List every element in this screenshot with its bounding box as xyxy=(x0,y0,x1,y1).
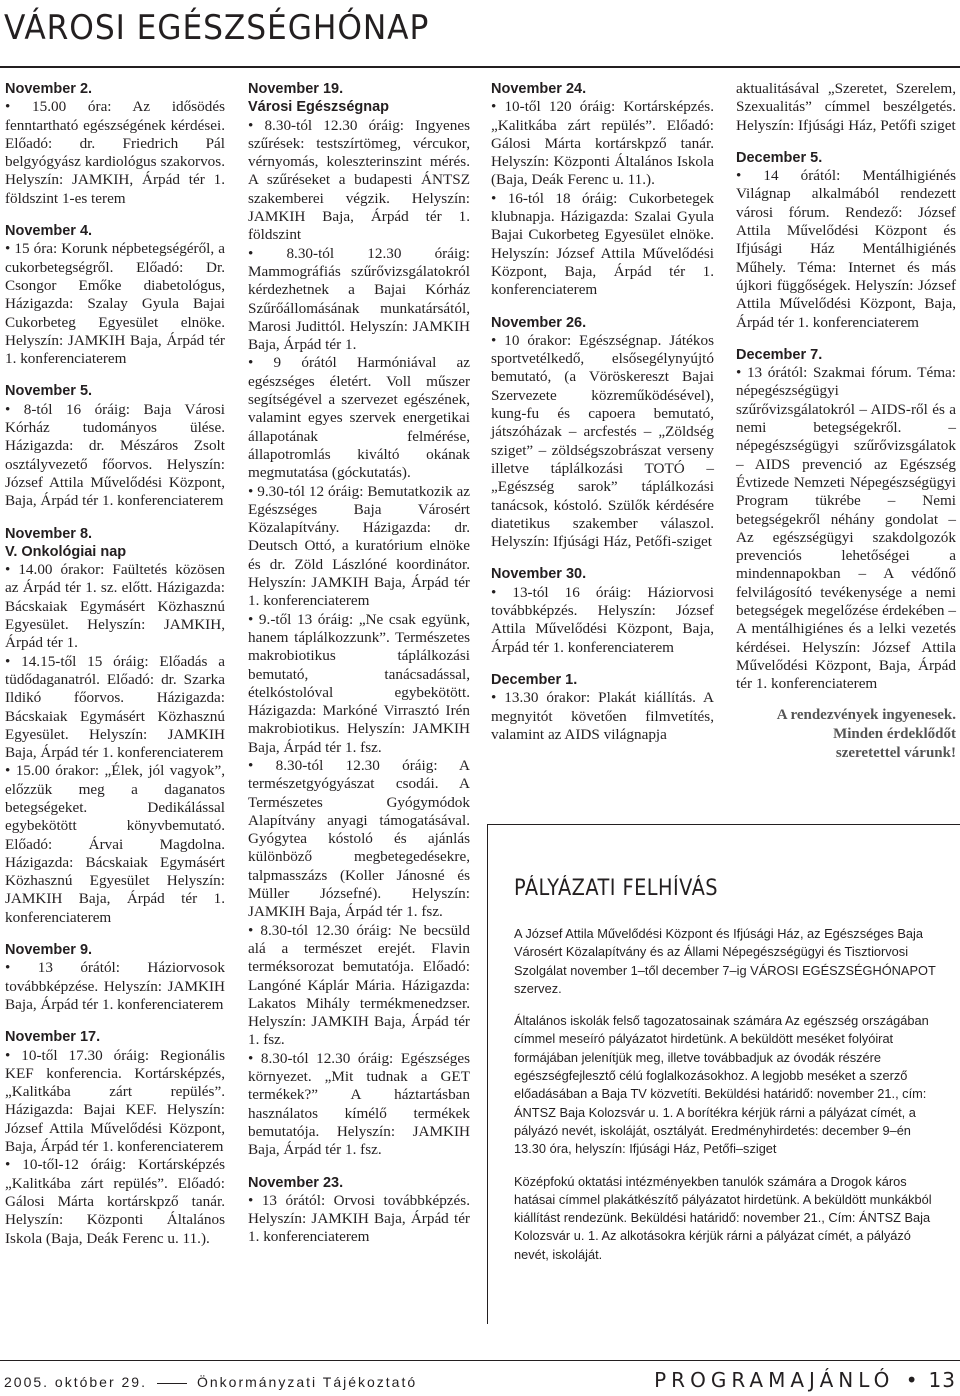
program-item: • 13 órától: Orvosi továbbképzés. Helyszín: JAMKIH Baja, Árpád tér 1. konferenciaterem xyxy=(248,1191,470,1246)
competition-paragraph: Középfokú oktatási intézményekben tanulók számára a Drogok káros hatásai címmel plakátkészítő pályázatot hirdetünk. A beküldött munkákból kiállítást rendezünk. Beküldési határidő: november 21., Cím: ÁNTSZ Baja Kolozsvár u. 1. Az alkotásokra kérjük rárni a pályázat címét, a pályázó nevét, iskoláját. xyxy=(514,1173,932,1262)
spacer xyxy=(736,332,956,346)
program-item: • 9.30-tól 12 óráig: Bemutatkozik az Egészséges Baja Városért Közalapítvány. Házigazda: dr. Deutsch Ottó, a kuratórium elnöke és dr. Zöld Lászlóné koordinátor. Helyszín: JAMKIH Baja, Árpád tér 1. konferenciaterem xyxy=(248,482,470,610)
footer-info xyxy=(4,1374,417,1390)
program-item: • 10-től-12 óráig: Kortársképzés „Kalitkába zárt repülés”. Előadó: Gálosi Márta kortárskpző tanár. Helyszín: Központi Általános Iskola (Baja, Deák Ferenc u. 11.). xyxy=(5,1156,225,1247)
spacer xyxy=(491,657,714,671)
title-rule xyxy=(0,66,960,68)
date-heading: November 17. xyxy=(5,1029,101,1046)
program-item: • 15.00 óra: Az idősödés fenntartható egészségének kérdései. Előadó: dr. Friedrich Pál belgyógyász kardiológus szakorvos. Helyszín: JAMKIH, Árpád tér 1. földszint 1-es terem xyxy=(5,98,225,207)
program-item: • 8.30-tól 12.30 óráig: Ne becsüld alá a természet erejét. Flavin terméksorozat bemutatója. Előadó: Langóné Káplár Mária. Házigazda: Lakatos Mihály termékmenedzser. Helyszín: JAMKIH Baja, Árpád tér 1. fsz. xyxy=(248,921,470,1049)
page-number: 13 xyxy=(928,1368,956,1392)
program-item: • 13 órától: Szakmai fórum. Téma: népegészségügyi szűrővizsgálatokról – AIDS-ről és a nemi betegségekről. – népegészségügyi szűrővizsgálatok – AIDS prevenció az Egészség Évtizede Nemzeti Népegészségügyi Program tükrébe – Nemi betegségekről néhány gondolat – Az egészségügyi szakdolgozók prevenciós lehetőségei a mindennapokban – A védőnő felvilágosító tevékenysége a nemi betegségek megelőzése érdekében – A mentálhigiénes és a lelki vezetés kérdései. Helyszín: József Attila Művelődési Központ, Baja, Árpád tér 1. konferenciaterem xyxy=(736,364,956,693)
date-heading: November 30. xyxy=(491,566,587,583)
competition-title: PÁLYÁZATI FELHÍVÁS xyxy=(514,876,719,901)
spacer xyxy=(5,208,225,222)
date-heading: V. Onkológiai nap xyxy=(5,543,127,560)
spacer xyxy=(491,551,714,565)
program-item: • 8.30-tól 12.30 óráig: A természetgyógyászat csodái. A Természetes Gyógymódok Alapítvány anyagi támogatásával. Gyógytea kóstoló és ajánlás különböző megbetegedésekre, talpmasszázs (Koller Jánosné és Müller Józsefné). Helyszín: JAMKIH Baja, Árpád tér 1. fsz. xyxy=(248,756,470,921)
footer-date: 2005. október 29. xyxy=(4,1374,147,1390)
date-heading: November 4. xyxy=(5,223,93,240)
competition-text xyxy=(514,925,946,1278)
spacer xyxy=(5,1014,225,1028)
date-heading: Városi Egészségnap xyxy=(248,99,390,116)
program-item: • 13.30 órakor: Plakát kiállítás. A megnyitót követően filmvetítés, valamint az AIDS világnapja xyxy=(491,689,714,743)
program-item: aktualitásával „Szeretet, Szerelem, Szexualitás” címmel beszélgetés. Helyszín: Ifjúsági Ház, Petőfi sziget xyxy=(736,80,956,134)
program-item: • 8.30-tól 12.30 óráig: Mammográfiás szűrővizsgálatokról kérdezhetnek a Bajai Kórház Szűrőállomásának munkatársától, Marosi Judittól. Helyszín: JAMKIH Baja, Árpád tér 1. xyxy=(248,244,470,354)
date-heading: December 1. xyxy=(491,671,578,688)
spacer xyxy=(5,927,225,941)
notice-line: szeretettel várunk! xyxy=(835,744,956,761)
date-heading: November 19. xyxy=(248,81,344,97)
program-item: • 15.00 órakor: „Élek, jól vagyok”, előzzük meg a daganatos betegségeket. Dedikálással egybekötött könyvbemutató. Előadó: Árvai Magdolna. Házigazda: Bácskaiak Egymásért Közhasznú Egyesület Helyszín: JAMKIH Baja, Árpád tér 1. konferenciaterem xyxy=(5,762,225,926)
notice-line: A rendezvények ingyenesek. xyxy=(776,706,956,723)
competition-paragraph: Általános iskolák felső tagozatosainak számára Az egészség országában címmel meseíró pályázatot hirdetünk. A beküldött meséket folyóirat formájában jelenítjük meg, illetve továbbadjuk az óvodák részére egészségfejlesztő célú foglalkozásokhoz. A legjobb meséket a szerző előadásában a Baja TV közvetíti. Beküldési határidő: november 21., cím: ÁNTSZ Baja Kolozsvár u. 1. A borítékra kérjük rárni a pályázat címét, a pályázó nevét, iskoláját, osztályát. Eredményhirdetés: december 9–én 13.30 óra, helyszín: Ifjúsági Ház, Petőfi–sziget xyxy=(514,1013,929,1157)
date-heading: November 9. xyxy=(5,942,93,959)
date-heading: November 2. xyxy=(5,81,93,97)
column-1 xyxy=(5,80,225,1248)
spacer xyxy=(5,511,225,525)
spacer xyxy=(248,1160,470,1174)
footer-dash xyxy=(157,1383,187,1384)
program-item: • 13-tól 16 óráig: Háziorvosi továbbképzés. Helyszín: József Attila Művelődési Központ, Baja, Árpád tér 1. konferenciaterem xyxy=(491,583,714,656)
program-item: • 10 órakor: Egészségnap. Játékos sportvetélkedő, elsősegélynyújtó bemutató, (a Vöröskereszt Bajai Szervezete közreműködésével), kung-fu és capoera bemutató, játszóházak – arcfestés – „Zöldség sziget” – zöldségszobrászat verseny illetve táplálkozási TOTÓ – „Egészség sarok” táplálkozási tanácsok, kóstoló. Szülők kérdésére diatetikus szakember válaszol. Helyszín: Ifjúsági Ház, Petőfi-sziget xyxy=(491,331,714,551)
date-heading: November 5. xyxy=(5,383,93,400)
footer-publication: Önkormányzati Tájékoztató xyxy=(196,1374,418,1390)
program-item: • 9 órától Harmóniával az egészséges életért. Voll műszer segítségével a szervezet egészének, valamint egyes szervek energetikai állapotának felmérése, állapotromlás kiváltó okának megmutatása (góckutatás). xyxy=(248,354,470,482)
notice-line: Minden érdeklődőt xyxy=(833,725,956,742)
date-heading: November 8. xyxy=(5,525,93,542)
page-footer xyxy=(0,1360,960,1396)
program-item: • 8-tól 16 óráig: Baja Városi Kórház tudományos ülése. Házigazda: dr. Mészáros Zsolt osztályvezető főorvos. Helyszín: József Attila Művelődési Központ, Baja, Árpád tér 1. konferenciaterem xyxy=(5,400,225,510)
column-3 xyxy=(491,80,714,744)
page-title: VÁROSI EGÉSZSÉGHÓNAP xyxy=(4,8,430,48)
program-item: • 14 órától: Mentálhigiénés Világnap alkalmából rendezett városi fórum. Rendező: József Attila Művelődési Központ és Ifjúsági Ház Mentálhigiénés Műhely. Téma: Internet és más újkori függőségek. Helyszín: József Attila Művelődési Központ, Baja, Árpád tér 1. konferenciaterem xyxy=(736,167,956,331)
date-heading: November 24. xyxy=(491,81,587,97)
spacer xyxy=(491,300,714,314)
program-item: • 10-től 120 óráig: Kortársképzés. „Kalitkába zárt repülés”. Előadó: Gálosi Márta kortárskpző tanár. Helyszín: Központi Általános Iskola (Baja, Deák Ferenc u. 11.). xyxy=(491,98,714,189)
column-4 xyxy=(736,80,956,763)
free-entry-notice xyxy=(736,706,956,763)
footer-section: PROGRAMAJÁNLÓ • 13 xyxy=(654,1368,956,1392)
date-heading: November 26. xyxy=(491,314,587,331)
footer-section-name: PROGRAMAJÁNLÓ xyxy=(654,1368,895,1392)
column-2 xyxy=(248,80,470,1247)
program-item: • 10-től 17.30 óráig: Regionális KEF konferencia. Kortársképzés, „Kalitkába zárt repülés”. Házigazda: Bajai KEF. Helyszín: József Attila Művelődési Központ, Baja, Árpád tér 1. konferenciaterem xyxy=(5,1046,225,1156)
date-heading: November 23. xyxy=(248,1174,344,1191)
program-item: • 9.-től 13 óráig: „Ne csak együnk, hanem táplálkozzunk”. Természetes makrobiotikus táplálkozási bemutató, tanácsadással, ételkóstolóval egybekötött. Házigazda: Markóné Virrasztó Irén makrobiotikus. Helyszín: JAMKIH Baja, Árpád tér 1. fsz. xyxy=(248,610,470,756)
program-item: • 16-tól 18 óráig: Cukorbetegek klubnapja. Házigazda: Szalai Gyula Bajai Cukorbeteg Egyesület elnöke. Helyszín: József Attila Művelődési Központ, Baja, Árpád tér 1. konferenciaterem xyxy=(491,189,714,299)
date-heading: December 7. xyxy=(736,346,823,363)
footer-rule xyxy=(0,1360,960,1361)
program-item: • 8.30-tól 12.30 óráig: Egészséges környezet. „Mit tudnak a GET termékek?” A háztartásban használatos kímélő termékek bemutatója. Helyszín: JAMKIH Baja, Árpád tér 1. fsz. xyxy=(248,1049,470,1159)
program-item: • 15 óra: Korunk népbetegségéről, a cukorbetegségről. Előadó: Dr. Csongor Emőke diabetológus, Házigazda: Szalay Gyula Bajai Cukorbeteg Egyesület elnöke. Helyszín: JAMKIH Baja, Árpád tér 1. konferenciaterem xyxy=(5,240,225,368)
spacer xyxy=(736,135,956,149)
competition-paragraph: A József Attila Művelődési Központ és Ifjúsági Ház, az Egészséges Baja Városért Közalapítvány és az Állami Népegészségügyi és Tisztiorvosi Szolgálat november 1–től december 7–ig VÁROSI EGÉSZSÉGHÓNAPOT szervez. xyxy=(514,926,936,996)
program-item: • 13 órától: Háziorvosok továbbképzése. Helyszín: JAMKIH Baja, Árpád tér 1. konferenciaterem xyxy=(5,959,225,1013)
program-item: • 8.30-tól 12.30 óráig: Ingyenes szűrések: testszírtömeg, vércukor, vérnyomás, koleszterinszint mérés. A szűréseket a budapesti ÁNTSZ szakemberei végzik. Helyszín: JAMKIH Baja, Árpád tér 1. földszint xyxy=(248,116,470,244)
program-item: • 14.15-től 15 óráig: Előadás a tüdődaganatról. Előadó: dr. Szarka Ildikó főorvos. Házigazda: Bácskaiak Egymásért Közhasznú Egyesület. Helyszín: JAMKIH Baja, Árpád tér 1. konferenciaterem xyxy=(5,652,225,762)
spacer xyxy=(5,368,225,382)
program-item: • 14.00 órakor: Faültetés közösen az Árpád tér 1. sz. előtt. Házigazda: Bácskaiak Egymásért Közhasznú Egyesület. Helyszín: JAMKIH, Árpád tér 1. xyxy=(5,561,225,652)
date-heading: December 5. xyxy=(736,149,823,166)
